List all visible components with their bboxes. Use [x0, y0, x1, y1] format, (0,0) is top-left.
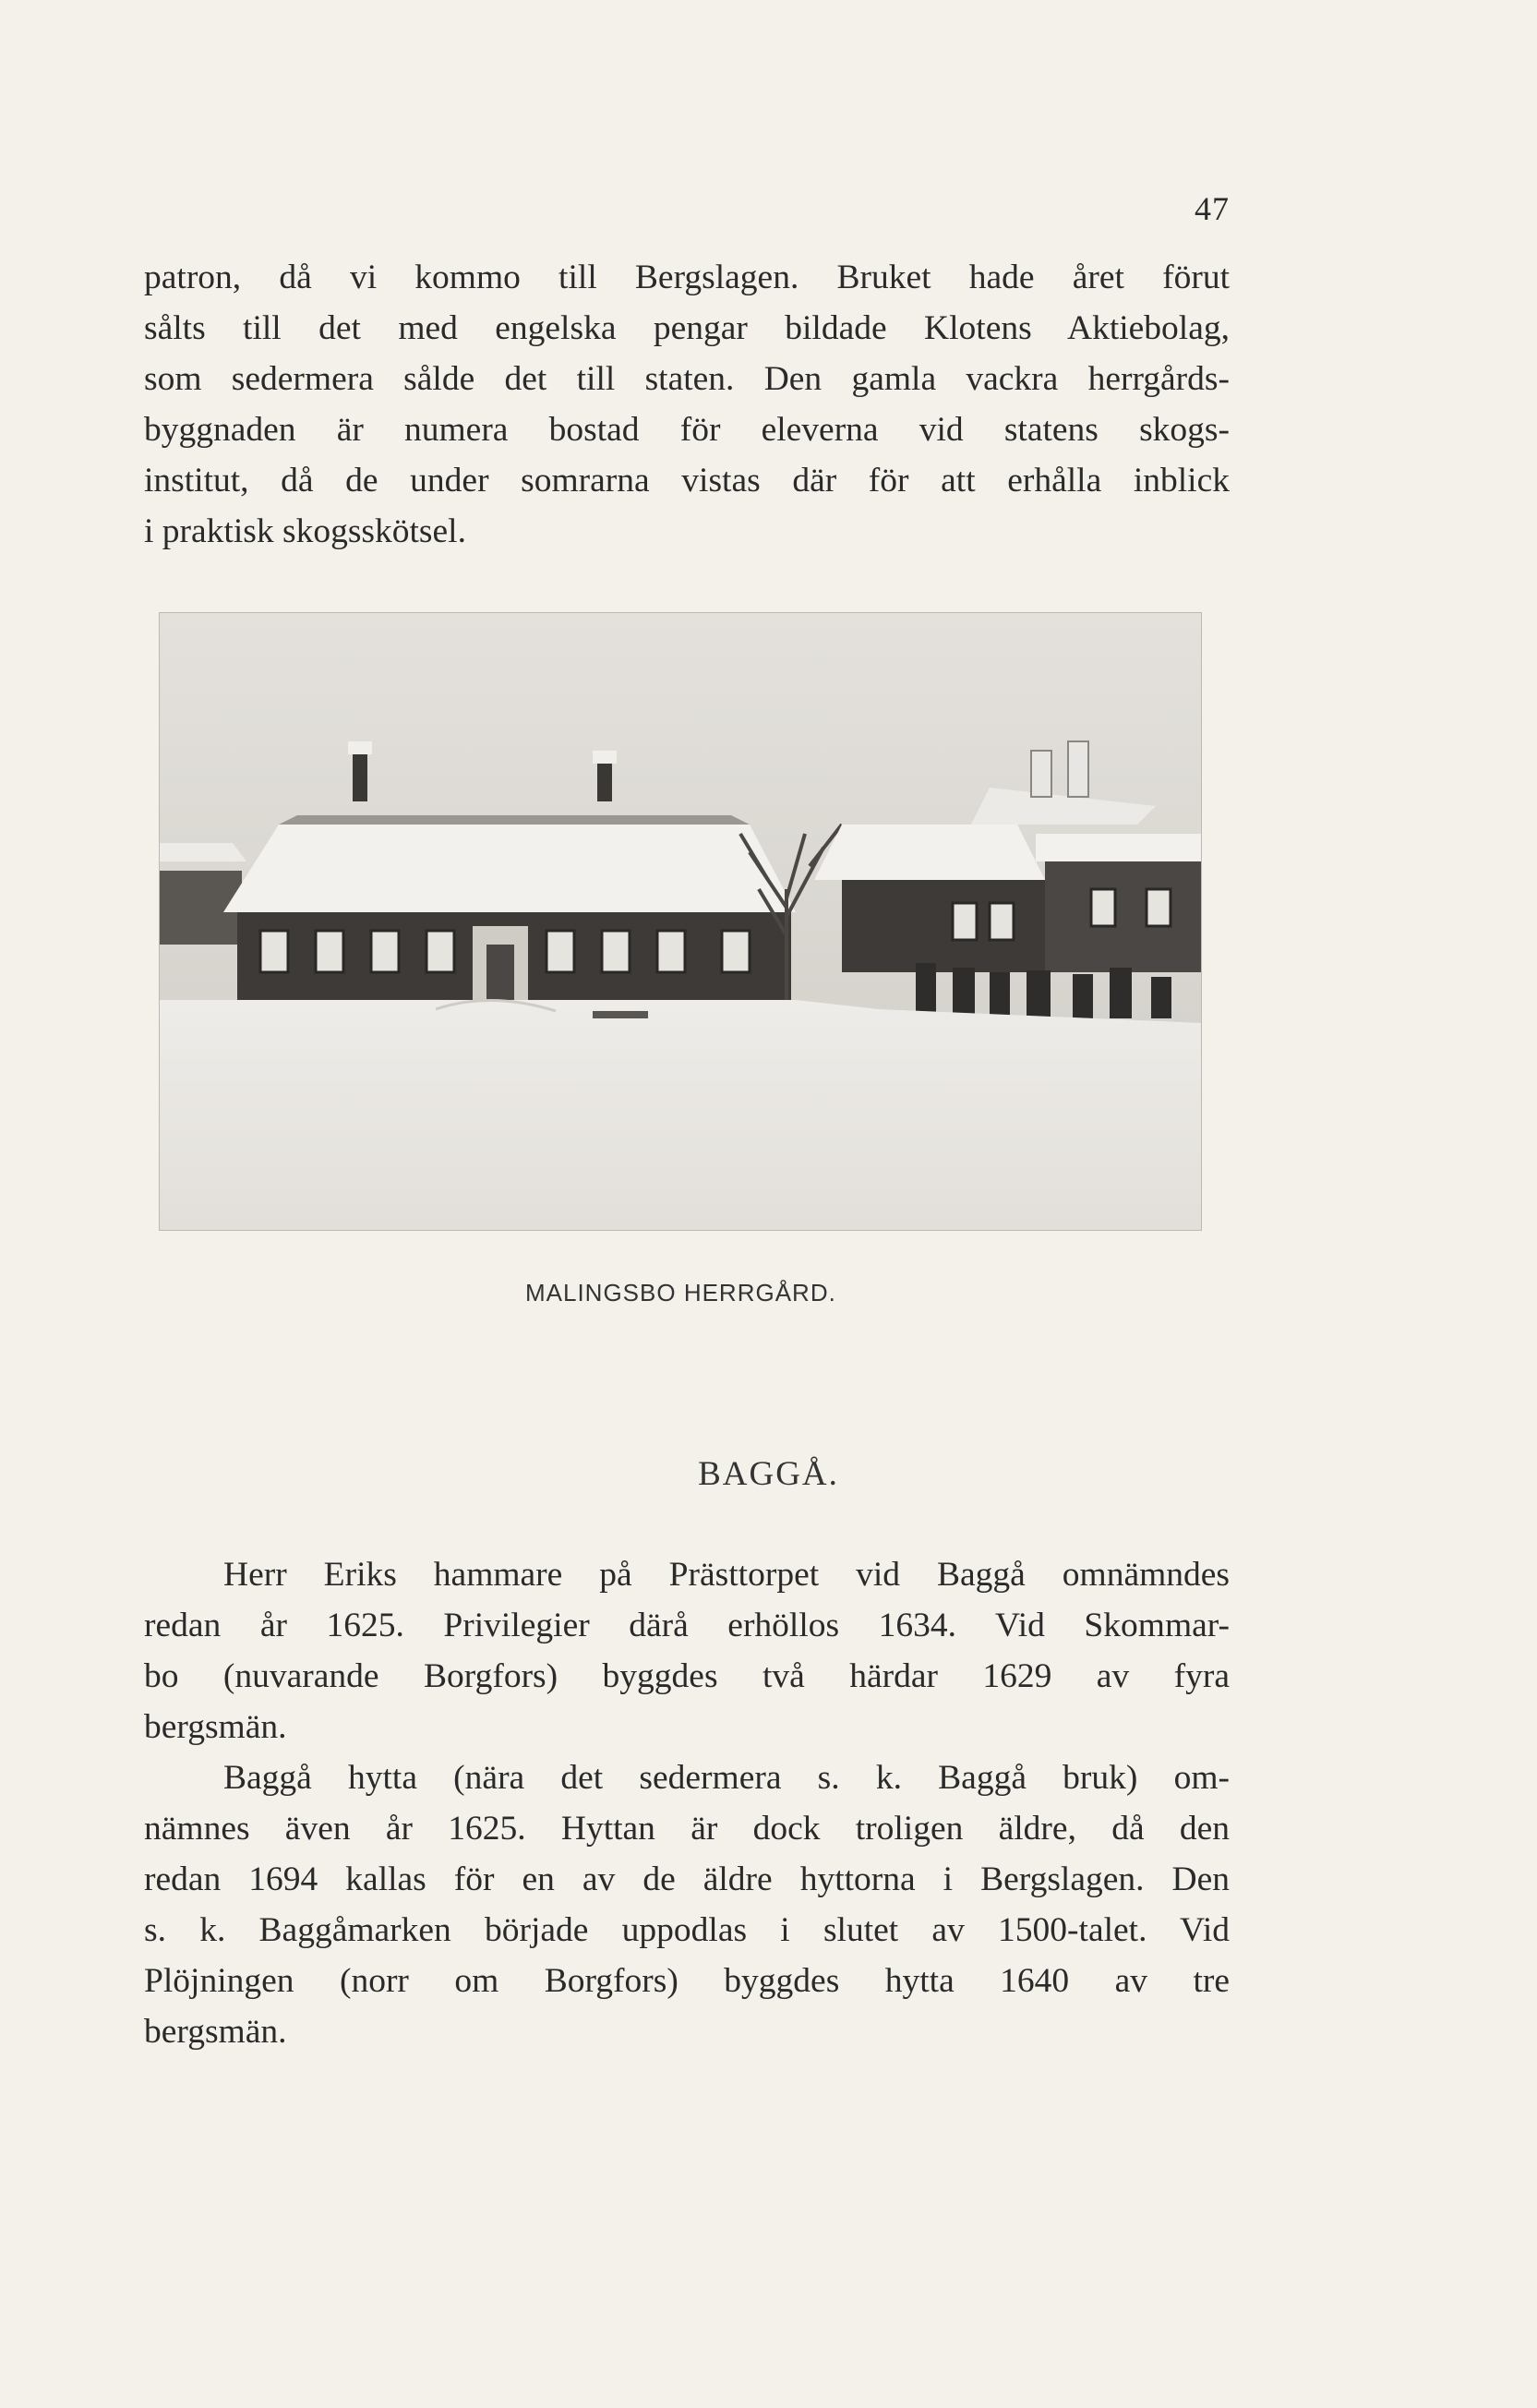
text-line: Baggå hytta (nära det sedermera s. k. Baggå bruk) om-: [223, 1759, 1230, 1797]
text-line: redan år 1625. Privilegier därå erhöllos 1634. Vid Skommar-: [144, 1607, 1230, 1644]
text-line: patron, då vi kommo till Bergslagen. Bruket hade året förut: [144, 259, 1230, 296]
text-line: Herr Eriks hammare på Prästtorpet vid Baggå omnämndes: [223, 1556, 1230, 1594]
text-line: som sedermera sålde det till staten. Den gamla vackra herrgårds-: [144, 360, 1230, 398]
text-line: bergsmän.: [144, 2013, 287, 2051]
text-line: sålts till det med engelska pengar bildade Klotens Aktiebolag,: [144, 309, 1230, 347]
bagga-paragraph-2: [144, 1752, 1230, 2057]
text-line: s. k. Baggåmarken började uppodlas i slutet av 1500-talet. Vid: [144, 1911, 1230, 1949]
text-line: bergsmän.: [144, 1708, 287, 1746]
figure-caption: MALINGSBO HERRGÅRD.: [525, 1279, 836, 1306]
page-number: 47: [1195, 190, 1230, 227]
text-line: institut, då de under somrarna vistas där för att erhålla inblick: [144, 462, 1230, 500]
text-line: i praktisk skogsskötsel.: [144, 512, 466, 550]
bagga-paragraph-1: [144, 1549, 1230, 1752]
intro-paragraph: [144, 252, 1230, 557]
section-heading: BAGGÅ.: [698, 1455, 839, 1493]
text-line: byggnaden är numera bostad för eleverna vid statens skogs-: [144, 411, 1230, 449]
text-line: redan 1694 kallas för en av de äldre hyttorna i Bergslagen. Den: [144, 1860, 1230, 1898]
manor-photograph-image: [159, 612, 1202, 1231]
text-line: nämnes även år 1625. Hyttan är dock troligen äldre, då den: [144, 1810, 1230, 1848]
manor-photograph: [159, 612, 1202, 1231]
text-line: Plöjningen (norr om Borgfors) byggdes hytta 1640 av tre: [144, 1962, 1230, 2000]
text-line: bo (nuvarande Borgfors) byggdes två härdar 1629 av fyra: [144, 1657, 1230, 1695]
